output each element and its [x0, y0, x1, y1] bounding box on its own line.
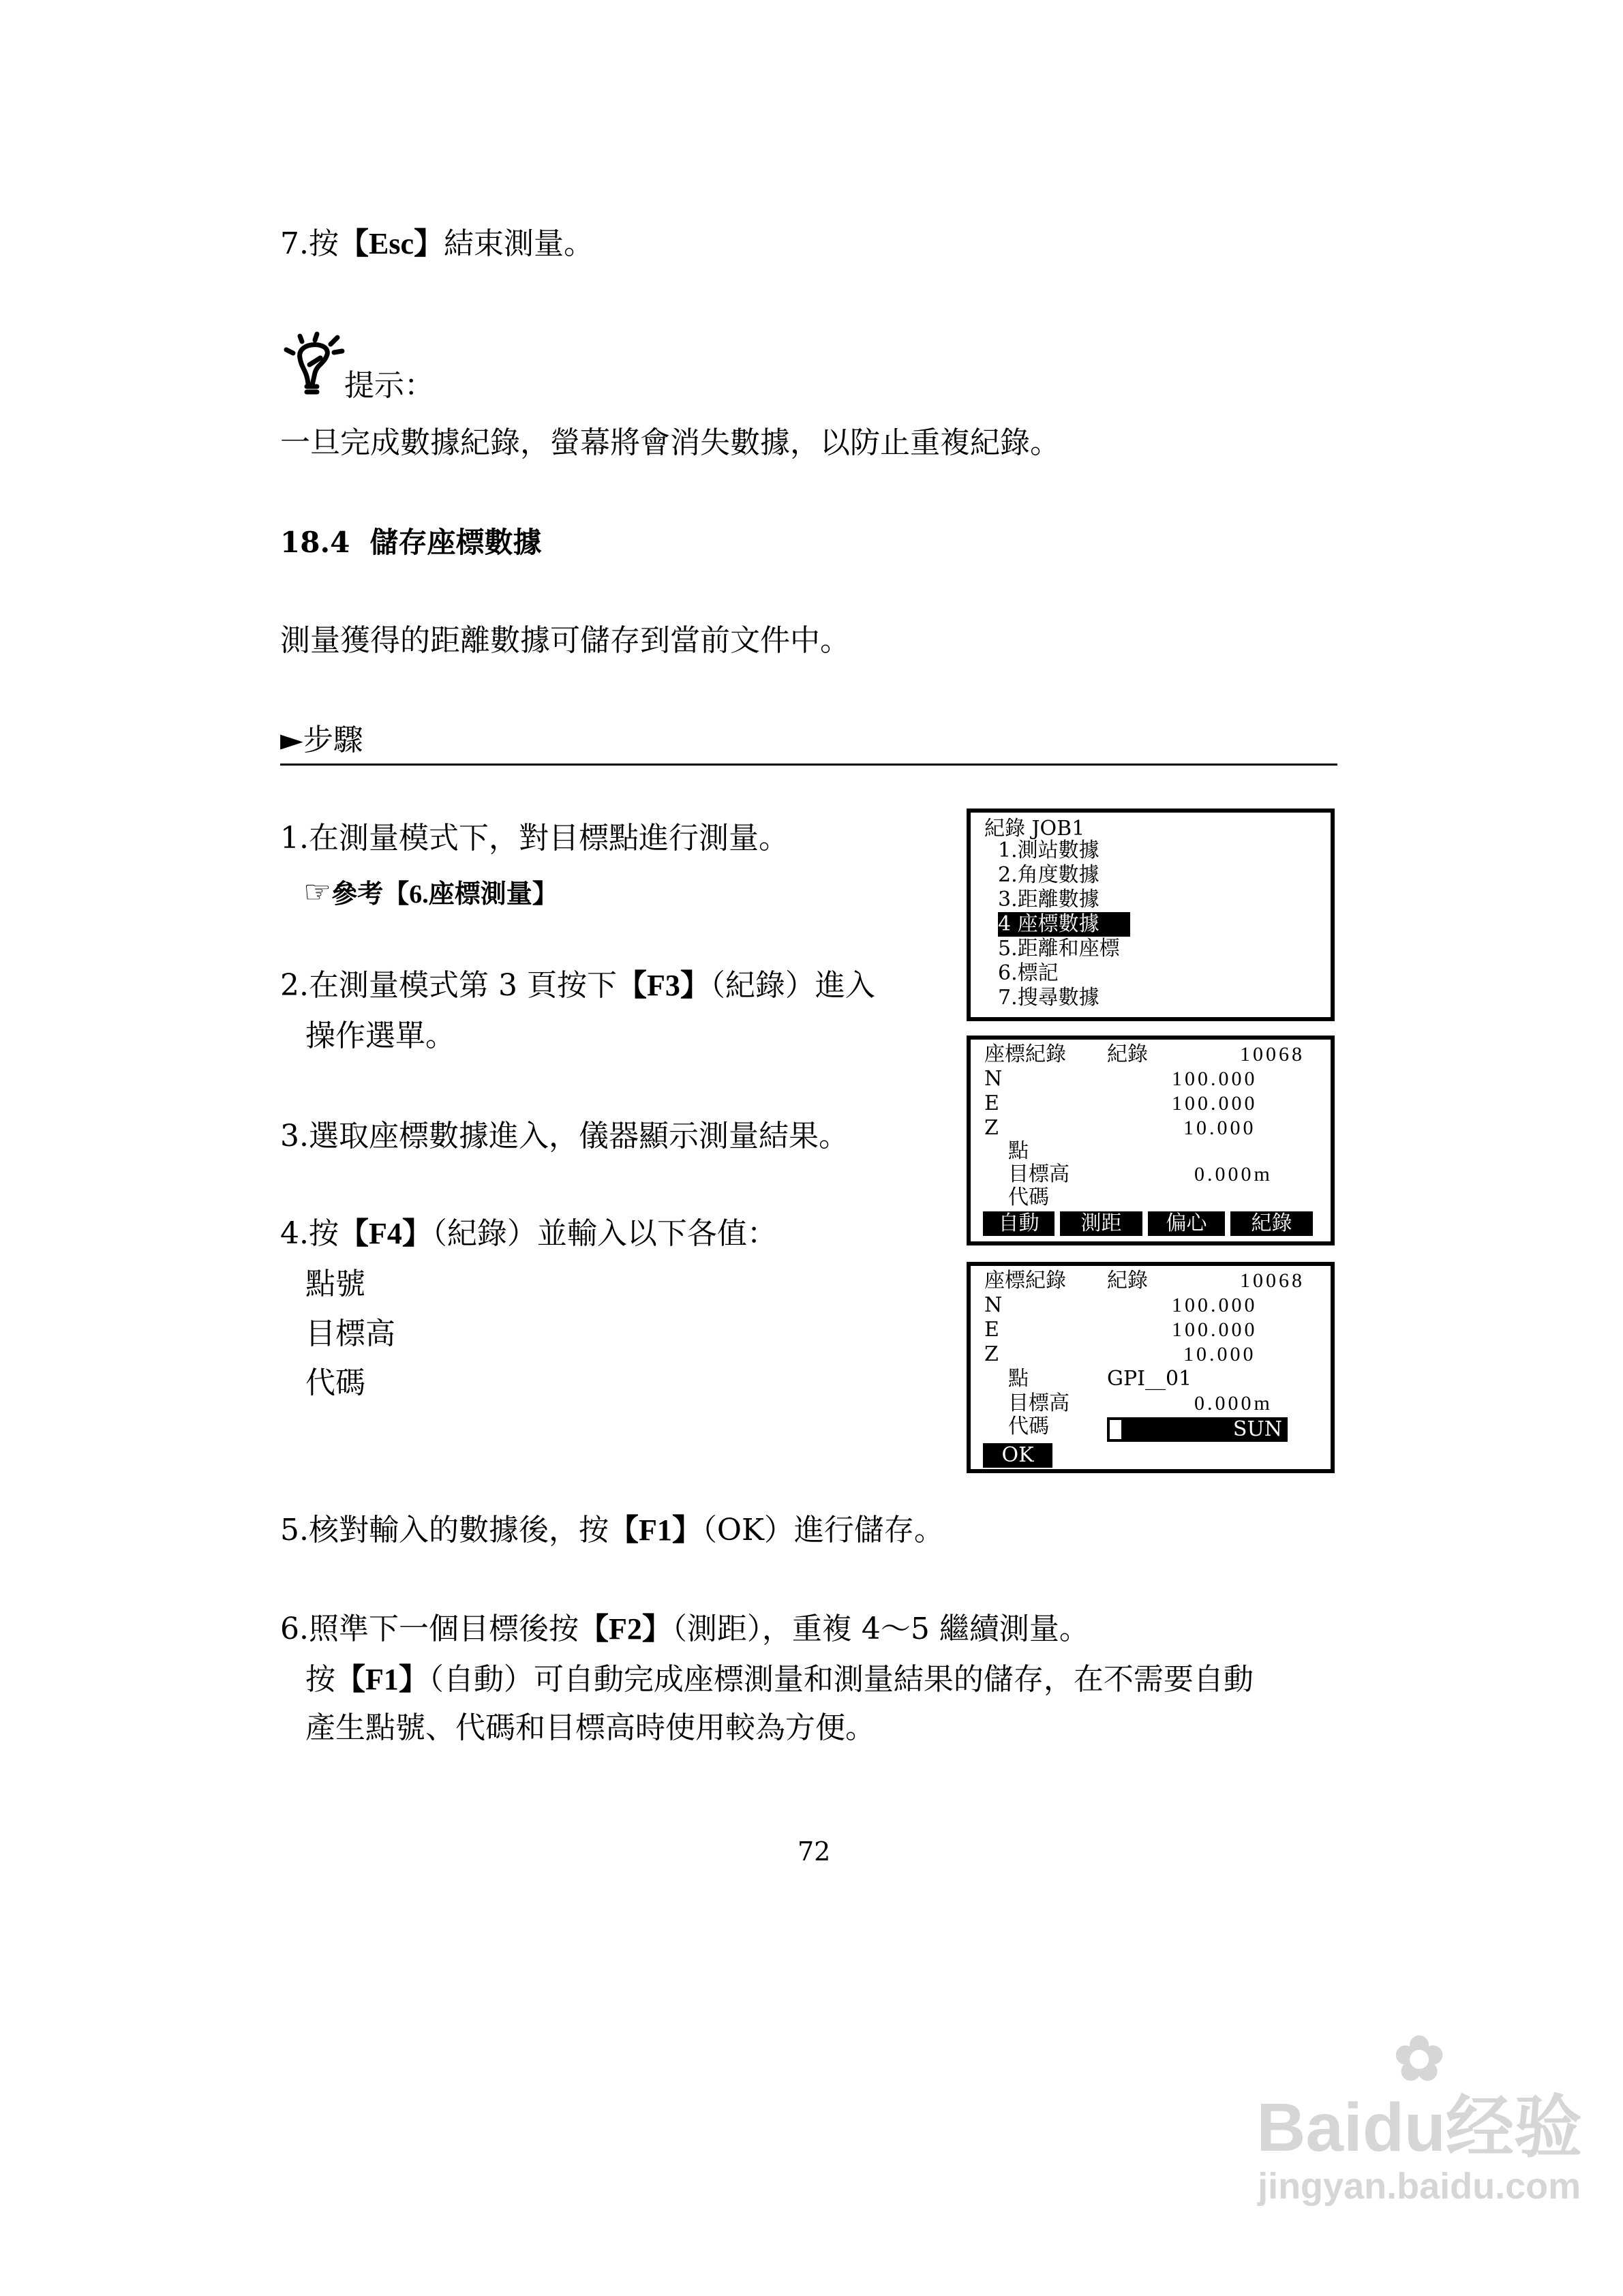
- menu-item[interactable]: 2.角度數據: [998, 863, 1099, 887]
- baidu-watermark: [1256, 2025, 1582, 2207]
- text: （OK）進行儲存。: [701, 1513, 944, 1547]
- pointing-hand-icon: ☞: [303, 873, 332, 910]
- lightbulb-icon: [279, 331, 348, 399]
- menu-item[interactable]: 3.距離數據: [998, 888, 1099, 911]
- step-1: 1.在測量模式下，對目標點進行測量。: [280, 821, 789, 856]
- point-label: 點: [1008, 1139, 1029, 1163]
- text: （紀錄）並輸入以下各值：: [431, 1216, 777, 1251]
- step-3: 3.選取座標數據進入，儀器顯示測量結果。: [280, 1119, 849, 1153]
- target-height-value: 0.000m: [1194, 1392, 1273, 1415]
- screen-title: 紀錄 JOB1: [984, 817, 1085, 841]
- reference-label: 參考【6.座標測量】: [331, 880, 558, 909]
- softkey-offset[interactable]: 偏心: [1148, 1211, 1225, 1236]
- target-height-value: 0.000m: [1194, 1163, 1273, 1185]
- screen-mode: 紀錄: [1107, 1042, 1148, 1066]
- key-f1: 【F1】: [335, 1663, 429, 1696]
- z-label: Z: [984, 1342, 999, 1366]
- code-value: SUN: [1232, 1417, 1282, 1441]
- tip-label: 提示：: [344, 368, 434, 403]
- target-height-label: 目標高: [1008, 1391, 1070, 1415]
- e-label: E: [984, 1091, 999, 1115]
- e-label: E: [984, 1318, 999, 1342]
- step-2-line2: 操作選單。: [305, 1018, 455, 1053]
- text: 6.照準下一個目標後按: [280, 1612, 579, 1646]
- key-f3: 【F3】: [616, 969, 710, 1002]
- z-value: 10.000: [1183, 1343, 1256, 1365]
- target-height-label: 目標高: [1008, 1162, 1070, 1186]
- menu-item[interactable]: 5.距離和座標: [998, 937, 1120, 961]
- key-esc: 【Esc】: [338, 227, 444, 260]
- screen-mode: 紀錄: [1107, 1269, 1148, 1293]
- step-6-line3: 產生點號、代碼和目標高時使用較為方便。: [305, 1710, 875, 1745]
- watermark-url: jingyan.baidu.com: [1258, 2166, 1581, 2207]
- step-4: [280, 1216, 777, 1252]
- cursor: [1110, 1420, 1121, 1439]
- code-label: 代碼: [1008, 1185, 1049, 1209]
- text: 2.在測量模式第 3 頁按下: [280, 968, 617, 1003]
- menu-item-selected[interactable]: 4 座標數據: [998, 912, 1130, 937]
- record-count: 10068: [1240, 1043, 1305, 1066]
- n-value: 100.000: [1172, 1294, 1258, 1316]
- lcd-record-menu: [967, 809, 1335, 1021]
- n-label: N: [984, 1067, 1003, 1091]
- section-title: 儲存座標數據: [369, 526, 542, 559]
- text: （紀錄）進入: [710, 968, 875, 1003]
- e-value: 100.000: [1172, 1092, 1258, 1115]
- menu-item[interactable]: 6.標記: [998, 961, 1059, 985]
- text: 7.按: [280, 226, 339, 261]
- page-number: 72: [798, 1837, 831, 1867]
- z-label: Z: [984, 1116, 999, 1140]
- n-value: 100.000: [1172, 1068, 1258, 1090]
- record-count: 10068: [1240, 1269, 1305, 1292]
- procedure-label: ►步驟: [280, 723, 363, 757]
- step-4-item: 點號: [305, 1267, 365, 1301]
- step-7: [280, 226, 594, 262]
- watermark-logo: Baidu经验: [1256, 2089, 1582, 2166]
- step-5: [280, 1513, 944, 1548]
- lcd-coordinate-input: [967, 1262, 1335, 1473]
- paw-icon: ✿: [1393, 2025, 1445, 2094]
- divider: [280, 764, 1337, 766]
- point-input[interactable]: GPI__01: [1107, 1367, 1192, 1391]
- step-4-item: 代碼: [305, 1365, 365, 1400]
- step-6-line2: [305, 1662, 1254, 1697]
- text: 5.核對輸入的數據後，按: [280, 1513, 609, 1547]
- section-intro: 測量獲得的距離數據可儲存到當前文件中。: [280, 623, 850, 658]
- code-input[interactable]: [1107, 1417, 1288, 1442]
- key-f1: 【F1】: [608, 1513, 702, 1547]
- softkey-measure[interactable]: 測距: [1060, 1211, 1142, 1236]
- step-2: [280, 968, 875, 1003]
- text: （測距），重複 4～5 繼續測量。: [671, 1612, 1089, 1646]
- step-6: [280, 1612, 1089, 1647]
- n-label: N: [984, 1293, 1003, 1317]
- code-label: 代碼: [1008, 1415, 1049, 1438]
- key-f4: 【F4】: [338, 1217, 432, 1250]
- e-value: 100.000: [1172, 1318, 1258, 1341]
- softkey-ok[interactable]: OK: [983, 1443, 1052, 1468]
- menu-item[interactable]: 1.測站數據: [998, 839, 1099, 862]
- section-number: 18.4: [280, 526, 350, 559]
- screen-title: 座標紀錄: [984, 1269, 1066, 1293]
- reference-link[interactable]: [303, 874, 558, 912]
- section-heading: [280, 525, 542, 560]
- text: 4.按: [280, 1216, 339, 1251]
- lcd-coordinate-record: [967, 1036, 1335, 1245]
- menu-item[interactable]: 7.搜尋數據: [998, 986, 1099, 1010]
- softkey-record[interactable]: 紀錄: [1230, 1211, 1313, 1236]
- text: （自動）可自動完成座標測量和測量結果的儲存，在不需要自動: [428, 1662, 1254, 1697]
- text: 結束測量。: [443, 226, 594, 261]
- screen-title: 座標紀錄: [984, 1042, 1066, 1066]
- softkey-auto[interactable]: 自動: [983, 1211, 1055, 1236]
- z-value: 10.000: [1183, 1117, 1256, 1139]
- key-f2: 【F2】: [578, 1612, 672, 1646]
- point-label: 點: [1008, 1367, 1029, 1391]
- text: 按: [305, 1662, 335, 1697]
- step-4-item: 目標高: [305, 1316, 395, 1351]
- tip-text: 一旦完成數據紀錄，螢幕將會消失數據，以防止重複紀錄。: [280, 425, 1060, 460]
